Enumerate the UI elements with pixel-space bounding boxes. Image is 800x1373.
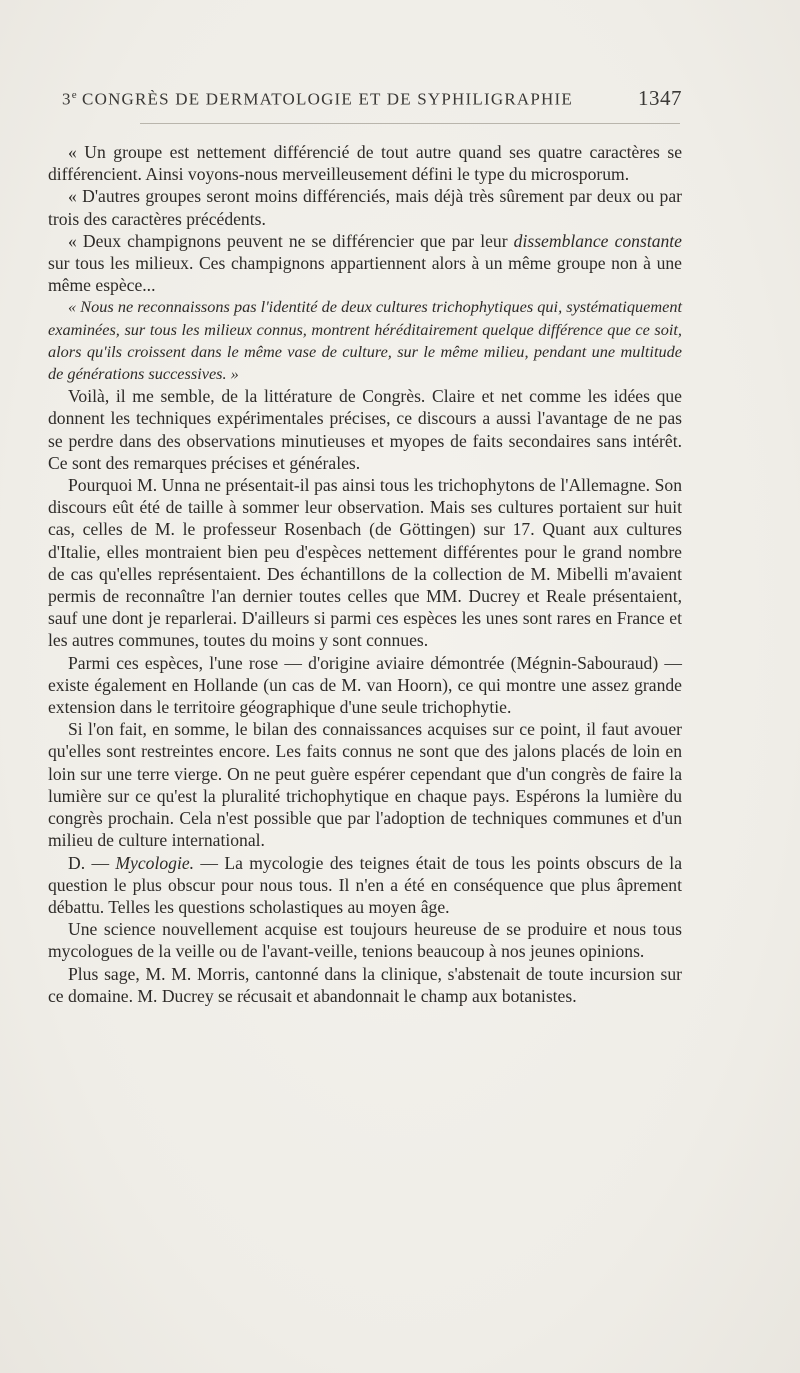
- section-heading-italic: Mycologie.: [115, 852, 195, 873]
- ordinal-suffix: e: [71, 89, 77, 102]
- paragraph: Une science nouvellement acquise est toujours heureuse de se produire et nous tous mycologues de la veille ou de l'avant-veille, tenions beaucoup à nos jeunes opinions.: [48, 919, 682, 962]
- paragraph-text: — La mycologie des teignes était de tous les points obscurs de la question le plus obscur pour nous tous. Il n'en a été en conséquence que plus âprement débattu. Telles les questions scholastiques au moyen âge.: [48, 852, 683, 917]
- page-number: 1347: [638, 86, 682, 110]
- paragraph: Plus sage, M. M. Morris, cantonné dans la clinique, s'abstenait de toute incursion sur ce domaine. M. Ducrey se récusait et abandonnait le champ aux botanistes.: [48, 963, 682, 1006]
- paragraph-text: « Deux champignons peuvent ne se différencier que par leur: [68, 230, 514, 251]
- paragraph: Si l'on fait, en somme, le bilan des connaissances acquises sur ce point, il faut avouer qu'elles sont restreintes encore. Les faits connus ne sont que des jalons placés de loin en loin sur une terre vierge. On ne peut guère espérer cependant que d'un congrès de faire la lumière sur ce qu'est la pluralité trichophytique en chaque pays. Espérons la lumière du congrès prochain. Cela n'est possible que par l'adoption de techniques communes et d'un milieu de culture international.: [48, 719, 682, 851]
- paragraph-italic: « Nous ne reconnaissons pas l'identité de deux cultures trichophytiques qui, systématiquement examinées, sur tous les milieux connus, montrent héréditairement quelque différence que ce soit, alors qu'ils croissent dans le même vase de culture, sur le même milieu, pendant une multitude de générations successives. »: [48, 297, 682, 384]
- paragraph: [48, 230, 682, 297]
- paragraph-text: sur tous les milieux. Ces champignons appartiennent alors à un même groupe non à une même espèce...: [48, 253, 682, 296]
- ordinal: 3: [62, 90, 72, 109]
- header-rule: [140, 123, 680, 124]
- body-text: [48, 141, 682, 1007]
- paragraph: Parmi ces espèces, l'une rose — d'origine aviaire démontrée (Mégnin-Sabouraud) — existe également en Hollande (un cas de M. van Hoorn), ce qui montre une assez grande extension dans le territoire géographique d'une seule trichophytie.: [48, 652, 682, 718]
- header-title: CONGRÈS DE DERMATOLOGIE ET DE SYPHILIGRAPHIE: [82, 90, 573, 109]
- paragraph-italic: dissemblance constante: [513, 230, 682, 251]
- italic-quote-paragraph: [48, 296, 682, 385]
- paragraph-text: D. —: [68, 852, 116, 873]
- paragraph: « Un groupe est nettement différencié de tout autre quand ses quatre caractères se différencient. Ainsi voyons-nous merveilleusement défini le type du microsporum.: [48, 142, 682, 185]
- paragraph: Voilà, il me semble, de la littérature de Congrès. Claire et net comme les idées que donnent les techniques expérimentales précises, ce discours a aussi l'avantage de ne pas se perdre dans des observations minutieuses et myopes de faits secondaires sans intérêt. Ce sont des remarques précises et générales.: [48, 386, 682, 473]
- paragraph: [48, 852, 682, 919]
- paragraph: Pourquoi M. Unna ne présentait-il pas ainsi tous les trichophytons de l'Allemagne. Son discours eût été de taille à sommer leur observation. Mais ses cultures portaient sur huit cas, celles de M. le professeur Rosenbach (de Göttingen) sur 17. Quant aux cultures d'Italie, elles montraient bien peu d'espèces nettement différentes pour le grand nombre de cas qu'elles représentaient. Des échantillons de la collection de M. Mibelli m'avaient permis de reconnaître l'an dernier toutes celles que MM. Ducrey et Reale présentaient, sauf une dont je reparlerai. D'ailleurs si parmi ces espèces les unes sont rares en France et les autres communes, toutes du moins y sont connues.: [48, 475, 682, 651]
- running-title: [62, 89, 573, 110]
- paragraph: « D'autres groupes seront moins différenciés, mais déjà très sûrement par deux ou par trois des caractères précédents.: [48, 186, 682, 229]
- running-header: [62, 86, 682, 111]
